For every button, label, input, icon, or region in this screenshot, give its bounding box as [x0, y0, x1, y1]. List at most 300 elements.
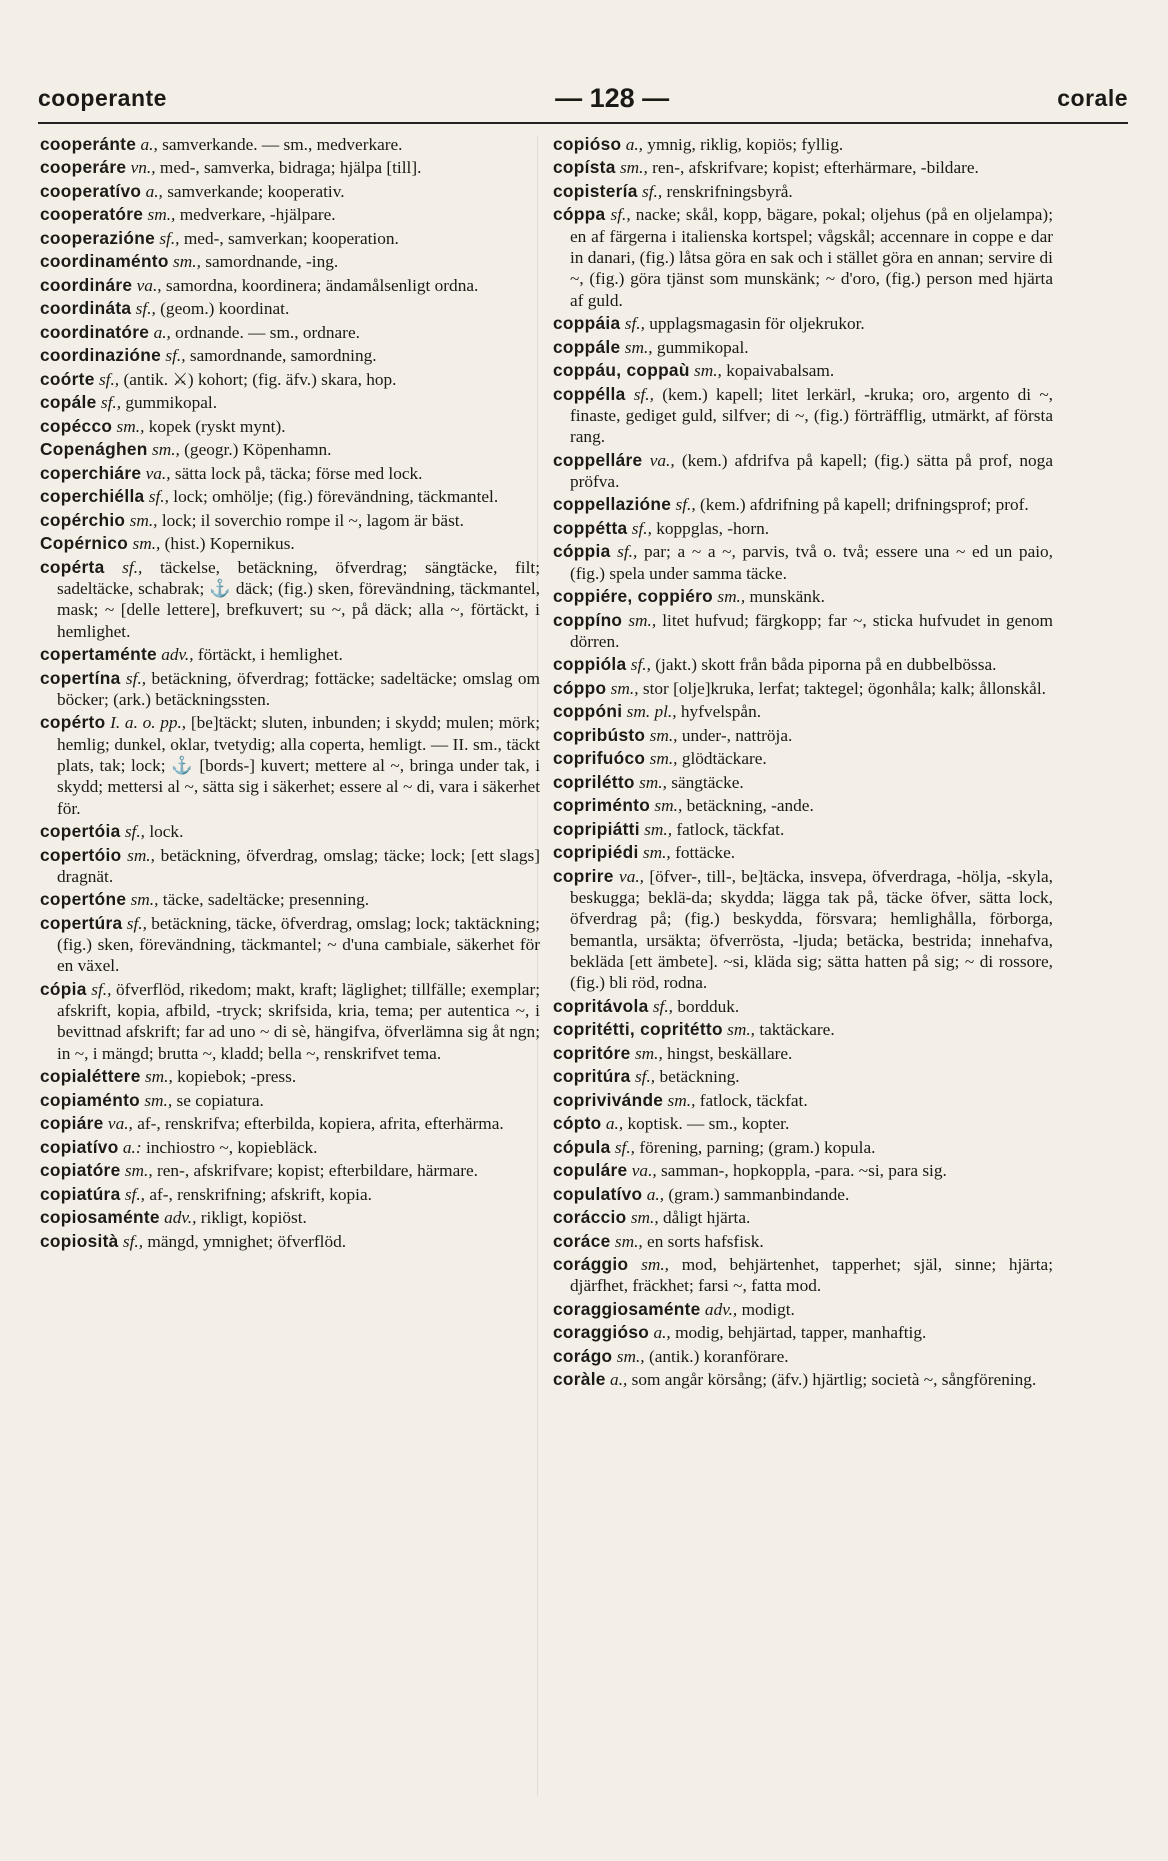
definition: medverkare, -hjälpare.	[179, 205, 336, 225]
dictionary-entry	[40, 228, 540, 249]
headword: coordináta	[40, 298, 132, 319]
grammar-label: a.,	[646, 1184, 665, 1204]
headword: copripiátti	[553, 818, 640, 839]
dictionary-entry	[553, 1113, 1053, 1134]
headword: coraggióso	[553, 1322, 650, 1343]
definition: samordnande, samordning.	[189, 346, 377, 366]
grammar-label: sf.,	[135, 299, 156, 319]
definition: litet hufvud; färgkopp; far ~, sticka hufvudet in genom dörren.	[570, 610, 1053, 651]
headword: copiatóre	[40, 1160, 121, 1181]
headword: copritúra	[553, 1066, 631, 1087]
dictionary-entry	[40, 1113, 540, 1134]
definition: lock; omhölje; (fig.) förevändning, täckmantel.	[173, 487, 499, 507]
headword: copertóne	[40, 889, 127, 910]
dictionary-entry	[40, 557, 540, 642]
definition: dåligt hjärta.	[663, 1208, 751, 1228]
definition: täckelse, betäckning, öfverdrag; sängtäcke, filt; sadeltäcke, schabrak; ⚓ däck; (fig.) sken, förevändning, täckmantel, mask; ~ [delle lettere], brefkuvert; su ~, på däck; alla ~, förtäckt, i hemlighet.	[57, 557, 540, 641]
headword: copísta	[553, 157, 616, 178]
dictionary-entry	[40, 889, 540, 910]
headword: coppáia	[553, 313, 621, 334]
dictionary-entry	[553, 1066, 1053, 1087]
definition: som angår körsång; (äfv.) hjärtlig; società ~, sångförening.	[631, 1370, 1037, 1390]
grammar-label: sm.,	[173, 252, 201, 272]
grammar-label: a.,	[153, 322, 171, 342]
dictionary-entry	[553, 1322, 1053, 1343]
grammar-label: a.,	[605, 1114, 624, 1134]
definition: af-, renskrifning; afskrift, kopia.	[149, 1184, 372, 1204]
grammar-label: sm.,	[127, 845, 155, 865]
dictionary-entry	[40, 392, 540, 413]
grammar-label: sm.,	[132, 534, 161, 554]
dictionary-entry	[553, 541, 1053, 584]
dictionary-entry	[40, 913, 540, 977]
definition: inchiostro ~, kopiebläck.	[145, 1137, 318, 1157]
grammar-label: sf.,	[126, 913, 147, 933]
dictionary-entry	[40, 821, 540, 842]
grammar-label: sf.,	[148, 487, 169, 507]
definition: [be]täckt; sluten, inbunden; i skydd; mulen; mörk; hemlig; dunkel, oklar, tvetydig; alla coperta, hemligt. — II. sm., täckt plats, tak; lock; ⚓ [bords-] kuvert; mettere al ~, bringa under tak, i skydd; mettersi al ~, sätta sig i säkerhet; essere al ~ di, vara i säkerhet för.	[57, 713, 540, 818]
dictionary-entry	[553, 1231, 1053, 1252]
headword: cooperazióne	[40, 227, 155, 248]
grammar-label: va.,	[619, 866, 644, 886]
headword: coppétta	[553, 517, 628, 538]
page-header	[38, 76, 1128, 120]
grammar-label: sm.,	[639, 772, 667, 792]
dictionary-entry	[553, 450, 1053, 493]
headword: copiatúra	[40, 1183, 121, 1204]
dictionary-entry	[40, 979, 540, 1064]
definition: (hist.) Kopernikus.	[164, 534, 295, 554]
headword: coordinaménto	[40, 251, 169, 272]
definition: hingst, beskällare.	[667, 1043, 793, 1063]
grammar-label: sm.,	[614, 1231, 643, 1251]
grammar-label: sf.,	[652, 996, 673, 1016]
headword: coórte	[40, 368, 95, 389]
dictionary-entry	[40, 533, 540, 554]
headword: copécco	[40, 415, 113, 436]
definition: ordnande. — sm., ordnare.	[175, 322, 360, 342]
grammar-label: sm.,	[649, 749, 678, 769]
grammar-label: sf.,	[122, 557, 143, 577]
dictionary-entry	[40, 369, 540, 390]
dictionary-entry	[553, 1137, 1053, 1158]
dictionary-entry	[553, 157, 1053, 178]
grammar-label: sf.,	[610, 205, 631, 225]
dictionary-entry	[40, 1231, 540, 1252]
dictionary-entry	[553, 1207, 1053, 1228]
definition: sätta lock på, täcka; förse med lock.	[174, 463, 423, 483]
definition: modigt.	[741, 1299, 795, 1319]
headword: coppióla	[553, 654, 627, 675]
definition: betäckning, öfverdrag; fottäcke; sadeltäcke; omslag om böcker; (ark.) betäckningssten.	[57, 668, 540, 709]
headword: coprifuóco	[553, 748, 646, 769]
dictionary-entry	[40, 345, 540, 366]
definition: ren-, afskrifvare; kopist; efterbildare, härmare.	[157, 1161, 478, 1181]
grammar-label: sm.,	[727, 1020, 755, 1040]
grammar-label: adv.,	[161, 645, 194, 665]
dictionary-entry	[40, 1184, 540, 1205]
dictionary-entry	[553, 518, 1053, 539]
grammar-label: sm.,	[616, 1346, 645, 1366]
headword: coppóni	[553, 701, 623, 722]
grammar-label: va.,	[145, 463, 171, 483]
headword: copertóio	[40, 844, 122, 865]
dictionary-entry	[553, 1043, 1053, 1064]
grammar-label: sm.,	[628, 610, 657, 630]
definition: hyfvelspån.	[680, 702, 762, 722]
definition: ren-, afskrifvare; kopist; efterhärmare, -bildare.	[652, 158, 979, 178]
definition: samordnande, -ing.	[205, 252, 339, 272]
headword: copérta	[40, 556, 105, 577]
headword: cooperánte	[40, 134, 137, 154]
grammar-label: va.,	[107, 1114, 133, 1134]
grammar-label: sm.,	[654, 796, 683, 816]
definition: (geogr.) Köpenhamn.	[184, 440, 332, 460]
dictionary-entry	[40, 486, 540, 507]
dictionary-entry	[553, 204, 1053, 310]
dictionary-entry	[553, 772, 1053, 793]
headword: copertaménte	[40, 644, 157, 665]
definition: fottäcke.	[675, 843, 736, 863]
grammar-label: a.,	[625, 135, 643, 154]
headword: copialéttere	[40, 1066, 141, 1087]
headword: copiosità	[40, 1230, 119, 1251]
dictionary-entry	[553, 1369, 1053, 1390]
headword: copriménto	[553, 795, 651, 816]
dictionary-entry	[553, 842, 1053, 863]
headword: coppiére, coppiéro	[553, 586, 714, 607]
grammar-label: sf.,	[98, 369, 120, 389]
definition: (kem.) kapell; litet lerkärl, -kruka; oro, argento di ~, finaste, gediget guld, silfver; di ~, (fig.) förträfflig, utmärkt, af första rang.	[570, 384, 1054, 447]
definition: betäckning, öfverdrag, omslag; täcke; lock; [ett slags] dragnät.	[57, 845, 540, 886]
definition: (kem.) afdrifning på kapell; drifningsprof; prof.	[700, 495, 1029, 515]
headword: coprivivánde	[553, 1089, 664, 1110]
definition: mängd, ymnighet; öfverflöd.	[147, 1231, 347, 1251]
dictionary-entry	[40, 322, 540, 343]
dictionary-entry	[40, 298, 540, 319]
definition: gummikopal.	[125, 393, 218, 413]
definition: kopiebok; -press.	[177, 1067, 297, 1087]
headword: coráccio	[553, 1207, 627, 1228]
dictionary-entry	[553, 337, 1053, 358]
headword: coràle	[553, 1369, 606, 1390]
definition: (antik. ⚔) kohort; (fig. äfv.) skara, hop.	[123, 369, 397, 389]
headword: copulatívo	[553, 1183, 643, 1204]
definition: samordna, koordinera; ändamålsenligt ordna.	[165, 275, 479, 295]
headword: corágo	[553, 1345, 613, 1366]
headword: copertóia	[40, 821, 121, 842]
headword: coordinazióne	[40, 345, 162, 366]
grammar-label: sm.,	[116, 416, 145, 436]
definition: rikligt, kopiöst.	[200, 1208, 307, 1228]
definition: (antik.) koranförare.	[648, 1346, 789, 1366]
definition: samverkande; kooperativ.	[167, 181, 345, 201]
dictionary-entry	[553, 360, 1053, 381]
dictionary-entry	[553, 134, 1053, 155]
headword: copále	[40, 392, 97, 413]
grammar-label: I. a. o. pp.,	[110, 713, 187, 733]
grammar-label: va.,	[631, 1161, 657, 1181]
definition: med-, samverka, bidraga; hjälpa [till].	[159, 158, 422, 178]
header-left-guideword: cooperante	[38, 84, 167, 111]
headword: coppále	[553, 336, 621, 357]
dictionary-entry	[553, 795, 1053, 816]
definition: [öfver-, till-, be]täcka, insvepa, öfverdraga, -hölja, -skyla, beskugga; beklä-da; skydda; lägga tak på, täcke öfver, sätta lock, öfverdrag på; (fig.) beskydda, försvara; hemlighålla, förborga, bemantla, ursäkta; öfverrösta, -ljuda; betäcka, bestrida; innehafva, bekläda [ett ämbete]. ~si, kläda sig; sätta hatten på sig; ~ di rossore, (fig.) bli röd, rodna.	[570, 866, 1053, 993]
grammar-label: sm.,	[144, 1090, 173, 1110]
grammar-label: sf.,	[124, 822, 145, 842]
headword: copritóre	[553, 1042, 631, 1063]
definition: betäckning.	[659, 1067, 740, 1087]
dictionary-entry	[553, 678, 1053, 699]
definition: fatlock, täckfat.	[676, 819, 785, 839]
headword: cooperáre	[40, 157, 127, 178]
headword: coráce	[553, 1230, 611, 1251]
dictionary-entry	[40, 1137, 540, 1158]
definition: se copiatura.	[176, 1090, 264, 1110]
grammar-label: va.,	[136, 275, 162, 295]
definition: koptisk. — sm., kopter.	[627, 1114, 790, 1134]
dictionary-entry	[553, 725, 1053, 746]
grammar-label: sm.,	[619, 158, 648, 178]
definition: kopaivabalsam.	[726, 361, 835, 381]
grammar-label: sf.,	[617, 542, 638, 562]
dictionary-entry	[553, 701, 1053, 722]
headword: cooperatívo	[40, 180, 142, 201]
headword: cóppo	[553, 677, 607, 698]
dictionary-entry	[40, 845, 540, 888]
grammar-label: adv.,	[164, 1208, 197, 1228]
headword: cóppa	[553, 204, 606, 225]
headword: copiaménto	[40, 1089, 140, 1110]
headword: coppelláre	[553, 449, 643, 470]
definition: lock.	[149, 822, 184, 842]
grammar-label: sm.,	[147, 205, 176, 225]
definition: par; a ~ a ~, parvis, två o. två; essere una ~ ed un paio, (fig.) spela under samma täcke.	[570, 542, 1053, 583]
headword: Copenághen	[40, 439, 148, 460]
dictionary-entry	[553, 1254, 1053, 1297]
headword: coperchiáre	[40, 462, 142, 483]
grammar-label: a.,	[145, 181, 163, 201]
dictionary-entry	[40, 1207, 540, 1228]
headword: cópto	[553, 1113, 602, 1134]
definition: en sorts hafsfisk.	[647, 1231, 764, 1251]
dictionary-entry	[40, 275, 540, 296]
definition: fatlock, täckfat.	[699, 1090, 808, 1110]
grammar-label: sf.,	[124, 1184, 145, 1204]
headword: copertúra	[40, 912, 123, 933]
definition: (gram.) sammanbindande.	[668, 1184, 850, 1204]
headword: copuláre	[553, 1160, 628, 1181]
definition: samman-, hopkoppla, -para. ~si, para sig.	[661, 1161, 947, 1181]
headword: coppíno	[553, 609, 623, 630]
grammar-label: sf.,	[633, 384, 654, 404]
definition: förtäckt, i hemlighet.	[197, 645, 343, 665]
left-column	[40, 134, 540, 1254]
grammar-label: va.,	[649, 450, 675, 470]
headword: copióso	[553, 134, 622, 154]
grammar-label: sf.,	[91, 979, 112, 999]
grammar-label: sf.,	[159, 228, 180, 248]
grammar-label: sm. pl.,	[626, 702, 677, 722]
headword: Copérnico	[40, 533, 129, 554]
grammar-label: a.:	[122, 1137, 142, 1157]
dictionary-entry	[553, 1346, 1053, 1367]
dictionary-entry	[40, 251, 540, 272]
definition: bordduk.	[677, 996, 740, 1016]
dictionary-entry	[40, 204, 540, 225]
dictionary-entry	[553, 181, 1053, 202]
grammar-label: sf.,	[614, 1137, 635, 1157]
definition: stor [olje]kruka, lerfat; taktegel; ögonhåla; kalk; ållonskål.	[642, 678, 1046, 698]
dictionary-entry	[553, 1184, 1053, 1205]
headword: copiatívo	[40, 1136, 119, 1157]
definition: mod, behjärtenhet, tapperhet; själ, sinne; hjärta; djärfhet, fräckhet; farsi ~, fatta mod.	[570, 1255, 1054, 1296]
grammar-label: sm.,	[610, 678, 639, 698]
dictionary-entry	[553, 654, 1053, 675]
dictionary-entry	[553, 1090, 1053, 1111]
dictionary-entry	[553, 819, 1053, 840]
headword: coprire	[553, 865, 614, 886]
definition: nacke; skål, kopp, bägare, pokal; oljehus (på en oljelampa); en af färgerna i italienska kortspel; vågskål; accennare in coppe e dar in danari, (fig.) låtsa göra en sak och i stället göra en annan; servire di ~, (fig.) göra tjänst som munskänk; ~ d'oro, (fig.) person med hjärta af guld.	[570, 205, 1053, 310]
grammar-label: sm.,	[124, 1161, 153, 1181]
grammar-label: sf.,	[100, 393, 122, 413]
headword: coppélla	[553, 383, 626, 404]
grammar-label: sm.,	[667, 1090, 696, 1110]
grammar-label: sf.,	[675, 495, 696, 515]
grammar-label: sm.,	[641, 1255, 669, 1275]
definition: kopek (ryskt mynt).	[148, 416, 286, 436]
dictionary-entry	[553, 313, 1053, 334]
header-rule	[38, 122, 1128, 124]
headword: cóppia	[553, 541, 611, 562]
grammar-label: sf.,	[122, 1231, 144, 1251]
headword: copiáre	[40, 1113, 104, 1134]
dictionary-entry	[553, 996, 1053, 1017]
definition: öfverflöd, rikedom; makt, kraft; läglighet; tillfälle; exemplar; afskrift, kopia, afbild, -tryck; skrifsida, kria, tema; per autentica ~, i bevittnad afskrift; far ad uno ~ di sè, hängifva, öfverlämna sig åt ngn; in ~, i mängd; brutta ~, kladd; bella ~, renskrifvet tema.	[57, 979, 541, 1063]
grammar-label: sm.,	[649, 725, 678, 745]
dictionary-entry	[40, 1066, 540, 1087]
headword: copérto	[40, 712, 106, 733]
definition: betäckning, täcke, öfverdrag, omslag; lock; taktäckning; (fig.) sken, förevändning, täckmantel; ~ d'una cambiale, säkerhet för en växel.	[57, 913, 540, 976]
definition: samverkande. — sm., medverkare.	[162, 135, 403, 154]
definition: under-, nattröja.	[681, 725, 793, 745]
grammar-label: sm.,	[694, 361, 722, 381]
dictionary-entry	[40, 463, 540, 484]
headword: copérchio	[40, 509, 126, 530]
grammar-label: sf.,	[624, 314, 645, 334]
grammar-label: vn.,	[130, 158, 156, 178]
headword: coppáu, coppaù	[553, 360, 690, 381]
grammar-label: sf.,	[641, 181, 663, 201]
dictionary-entry	[553, 1019, 1053, 1040]
grammar-label: sm.,	[717, 587, 746, 607]
grammar-label: sf.,	[125, 668, 147, 688]
dictionary-entry	[40, 1160, 540, 1181]
grammar-label: sm.,	[634, 1043, 663, 1063]
dictionary-entry	[40, 644, 540, 665]
definition: glödtäckare.	[681, 749, 767, 769]
headword: coordináre	[40, 274, 133, 295]
definition: (kem.) afdrifva på kapell; (fig.) sätta på prof, noga pröfva.	[570, 450, 1053, 491]
definition: täcke, sadeltäcke; presenning.	[162, 890, 370, 910]
headword: cópula	[553, 1136, 611, 1157]
grammar-label: a.,	[653, 1323, 671, 1343]
headword: copribústo	[553, 724, 646, 745]
dictionary-entry	[40, 1090, 540, 1111]
dictionary-entry	[553, 494, 1053, 515]
grammar-label: sm.,	[151, 440, 180, 460]
definition: gummikopal.	[656, 337, 749, 357]
definition: (geom.) koordinat.	[160, 299, 290, 319]
grammar-label: sm.,	[644, 819, 673, 839]
headword: copritávola	[553, 995, 649, 1016]
headword: coperchiélla	[40, 486, 145, 507]
dictionary-entry	[553, 1160, 1053, 1181]
definition: renskrifningsbyrå.	[666, 181, 793, 201]
dictionary-entry	[553, 586, 1053, 607]
definition: munskänk.	[749, 587, 825, 607]
header-right-guideword: corale	[1057, 84, 1128, 111]
headword: cooperatóre	[40, 204, 144, 225]
grammar-label: sm.,	[144, 1067, 173, 1087]
grammar-label: sm.,	[129, 510, 158, 530]
definition: modig, behjärtad, tapper, manhaftig.	[675, 1323, 927, 1343]
grammar-label: sm.,	[624, 337, 653, 357]
definition: lock; il soverchio rompe il ~, lagom är bäst.	[161, 510, 464, 530]
dictionary-entry	[40, 439, 540, 460]
grammar-label: a.,	[140, 135, 158, 154]
grammar-label: a.,	[610, 1370, 628, 1390]
definition: taktäckare.	[759, 1020, 835, 1040]
grammar-label: sf.,	[631, 518, 652, 538]
dictionary-entry	[553, 1299, 1053, 1320]
headword: coordinatóre	[40, 321, 150, 342]
dictionary-entry	[40, 712, 540, 818]
grammar-label: sm.,	[630, 1208, 659, 1228]
grammar-label: sm.,	[642, 843, 671, 863]
headword: copripiédi	[553, 842, 639, 863]
dictionary-entry	[40, 134, 540, 155]
dictionary-entry	[553, 384, 1053, 448]
dictionary-entry	[40, 510, 540, 531]
definition: upplagsmagasin för oljekrukor.	[649, 314, 865, 334]
headword: corággio	[553, 1254, 629, 1275]
headword: coppellazióne	[553, 494, 672, 515]
dictionary-entry	[553, 748, 1053, 769]
definition: sängtäcke.	[671, 772, 744, 792]
dictionary-entry	[553, 610, 1053, 653]
definition: ymnig, riklig, kopiös; fyllig.	[647, 135, 844, 154]
dictionary-entry	[40, 668, 540, 711]
definition: betäckning, -ande.	[686, 796, 814, 816]
headword: copistería	[553, 180, 638, 201]
page-number: — 128 —	[555, 82, 670, 113]
headword: coraggiosaménte	[553, 1298, 701, 1319]
headword: coprilétto	[553, 771, 635, 792]
headword: copiosaménte	[40, 1207, 160, 1228]
headword: copertína	[40, 667, 121, 688]
dictionary-entry	[40, 416, 540, 437]
grammar-label: sf.,	[165, 346, 186, 366]
definition: koppglas, -horn.	[656, 518, 770, 538]
definition: förening, parning; (gram.) kopula.	[639, 1137, 876, 1157]
definition: af-, renskrifva; efterbilda, kopiera, afrita, efterhärma.	[137, 1114, 504, 1134]
grammar-label: sf.,	[630, 655, 651, 675]
dictionary-entry	[553, 866, 1053, 994]
dictionary-entry	[40, 157, 540, 178]
definition: (jakt.) skott från båda piporna på en dubbelbössa.	[655, 655, 997, 675]
headword: cópia	[40, 978, 87, 999]
